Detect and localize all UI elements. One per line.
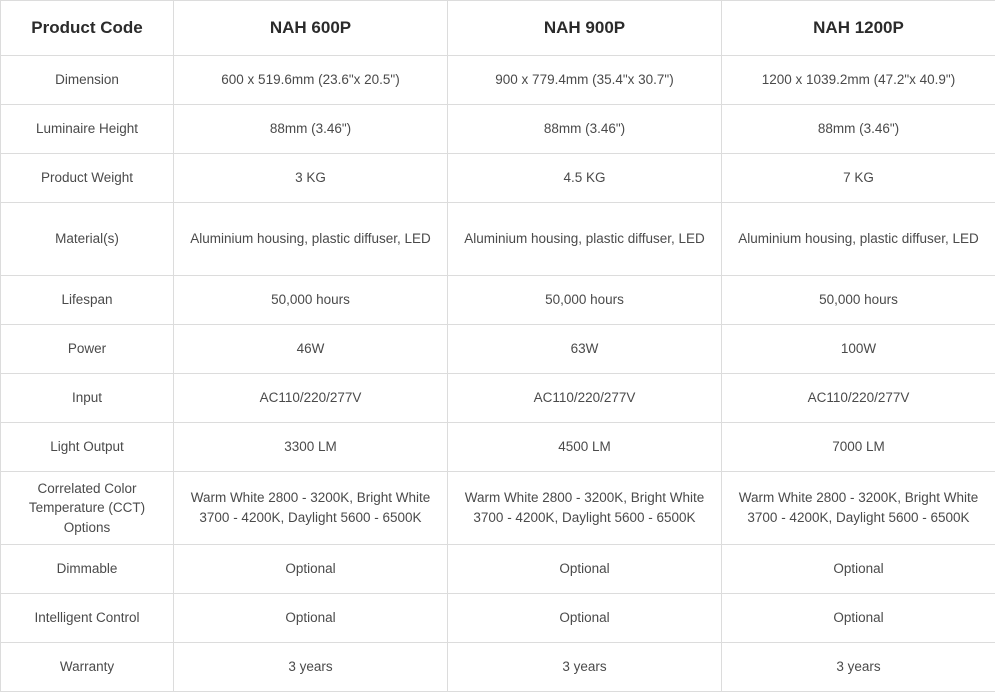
- row-value: Aluminium housing, plastic diffuser, LED: [174, 203, 448, 276]
- table-row: [1, 472, 995, 545]
- row-value: 1200 x 1039.2mm (47.2"x 40.9"): [722, 56, 995, 105]
- row-label: Dimmable: [1, 545, 174, 594]
- column-header-nah-1200p: NAH 1200P: [722, 1, 995, 56]
- table-row: [1, 594, 995, 643]
- table-row: [1, 325, 995, 374]
- row-label: Input: [1, 374, 174, 423]
- row-value: 3 years: [174, 643, 448, 692]
- table-header-row: [1, 1, 995, 56]
- table-row: [1, 545, 995, 594]
- row-value: Optional: [174, 594, 448, 643]
- table-row: [1, 154, 995, 203]
- table-row: [1, 374, 995, 423]
- row-value: AC110/220/277V: [722, 374, 995, 423]
- row-value: Optional: [722, 545, 995, 594]
- row-value: Warm White 2800 - 3200K, Bright White 3700 - 4200K, Daylight 5600 - 6500K: [174, 472, 448, 545]
- row-value: 88mm (3.46"): [448, 105, 722, 154]
- row-value: 900 x 779.4mm (35.4"x 30.7"): [448, 56, 722, 105]
- row-value: 7000 LM: [722, 423, 995, 472]
- column-header-nah-600p: NAH 600P: [174, 1, 448, 56]
- row-value: Warm White 2800 - 3200K, Bright White 3700 - 4200K, Daylight 5600 - 6500K: [448, 472, 722, 545]
- row-label: Dimension: [1, 56, 174, 105]
- row-value: Aluminium housing, plastic diffuser, LED: [448, 203, 722, 276]
- row-value: 50,000 hours: [174, 276, 448, 325]
- row-value: 46W: [174, 325, 448, 374]
- table-body: [1, 56, 995, 692]
- row-label: Product Weight: [1, 154, 174, 203]
- row-value: 4.5 KG: [448, 154, 722, 203]
- row-value: 3300 LM: [174, 423, 448, 472]
- row-label: Lifespan: [1, 276, 174, 325]
- row-value: Optional: [174, 545, 448, 594]
- row-value: Aluminium housing, plastic diffuser, LED: [722, 203, 995, 276]
- row-value: Optional: [448, 594, 722, 643]
- row-value: 63W: [448, 325, 722, 374]
- row-value: 7 KG: [722, 154, 995, 203]
- row-value: 50,000 hours: [448, 276, 722, 325]
- row-label: Luminaire Height: [1, 105, 174, 154]
- table-row: [1, 105, 995, 154]
- row-value: 88mm (3.46"): [722, 105, 995, 154]
- table-row: [1, 423, 995, 472]
- row-label: Light Output: [1, 423, 174, 472]
- row-value: 3 years: [722, 643, 995, 692]
- row-value: 4500 LM: [448, 423, 722, 472]
- table-row: [1, 203, 995, 276]
- row-label: Intelligent Control: [1, 594, 174, 643]
- row-value: AC110/220/277V: [174, 374, 448, 423]
- row-value: Optional: [448, 545, 722, 594]
- row-label: Power: [1, 325, 174, 374]
- row-label: Correlated Color Temperature (CCT) Options: [1, 472, 174, 545]
- row-label: Warranty: [1, 643, 174, 692]
- table-row: [1, 276, 995, 325]
- row-value: 3 KG: [174, 154, 448, 203]
- row-value: 100W: [722, 325, 995, 374]
- row-label: Material(s): [1, 203, 174, 276]
- column-header-nah-900p: NAH 900P: [448, 1, 722, 56]
- row-value: 600 x 519.6mm (23.6"x 20.5"): [174, 56, 448, 105]
- row-value: 88mm (3.46"): [174, 105, 448, 154]
- row-value: Warm White 2800 - 3200K, Bright White 3700 - 4200K, Daylight 5600 - 6500K: [722, 472, 995, 545]
- row-value: 3 years: [448, 643, 722, 692]
- row-value: Optional: [722, 594, 995, 643]
- column-header-product-code: Product Code: [1, 1, 174, 56]
- table-header: [1, 1, 995, 56]
- table-row: [1, 56, 995, 105]
- table-row: [1, 643, 995, 692]
- row-value: AC110/220/277V: [448, 374, 722, 423]
- row-value: 50,000 hours: [722, 276, 995, 325]
